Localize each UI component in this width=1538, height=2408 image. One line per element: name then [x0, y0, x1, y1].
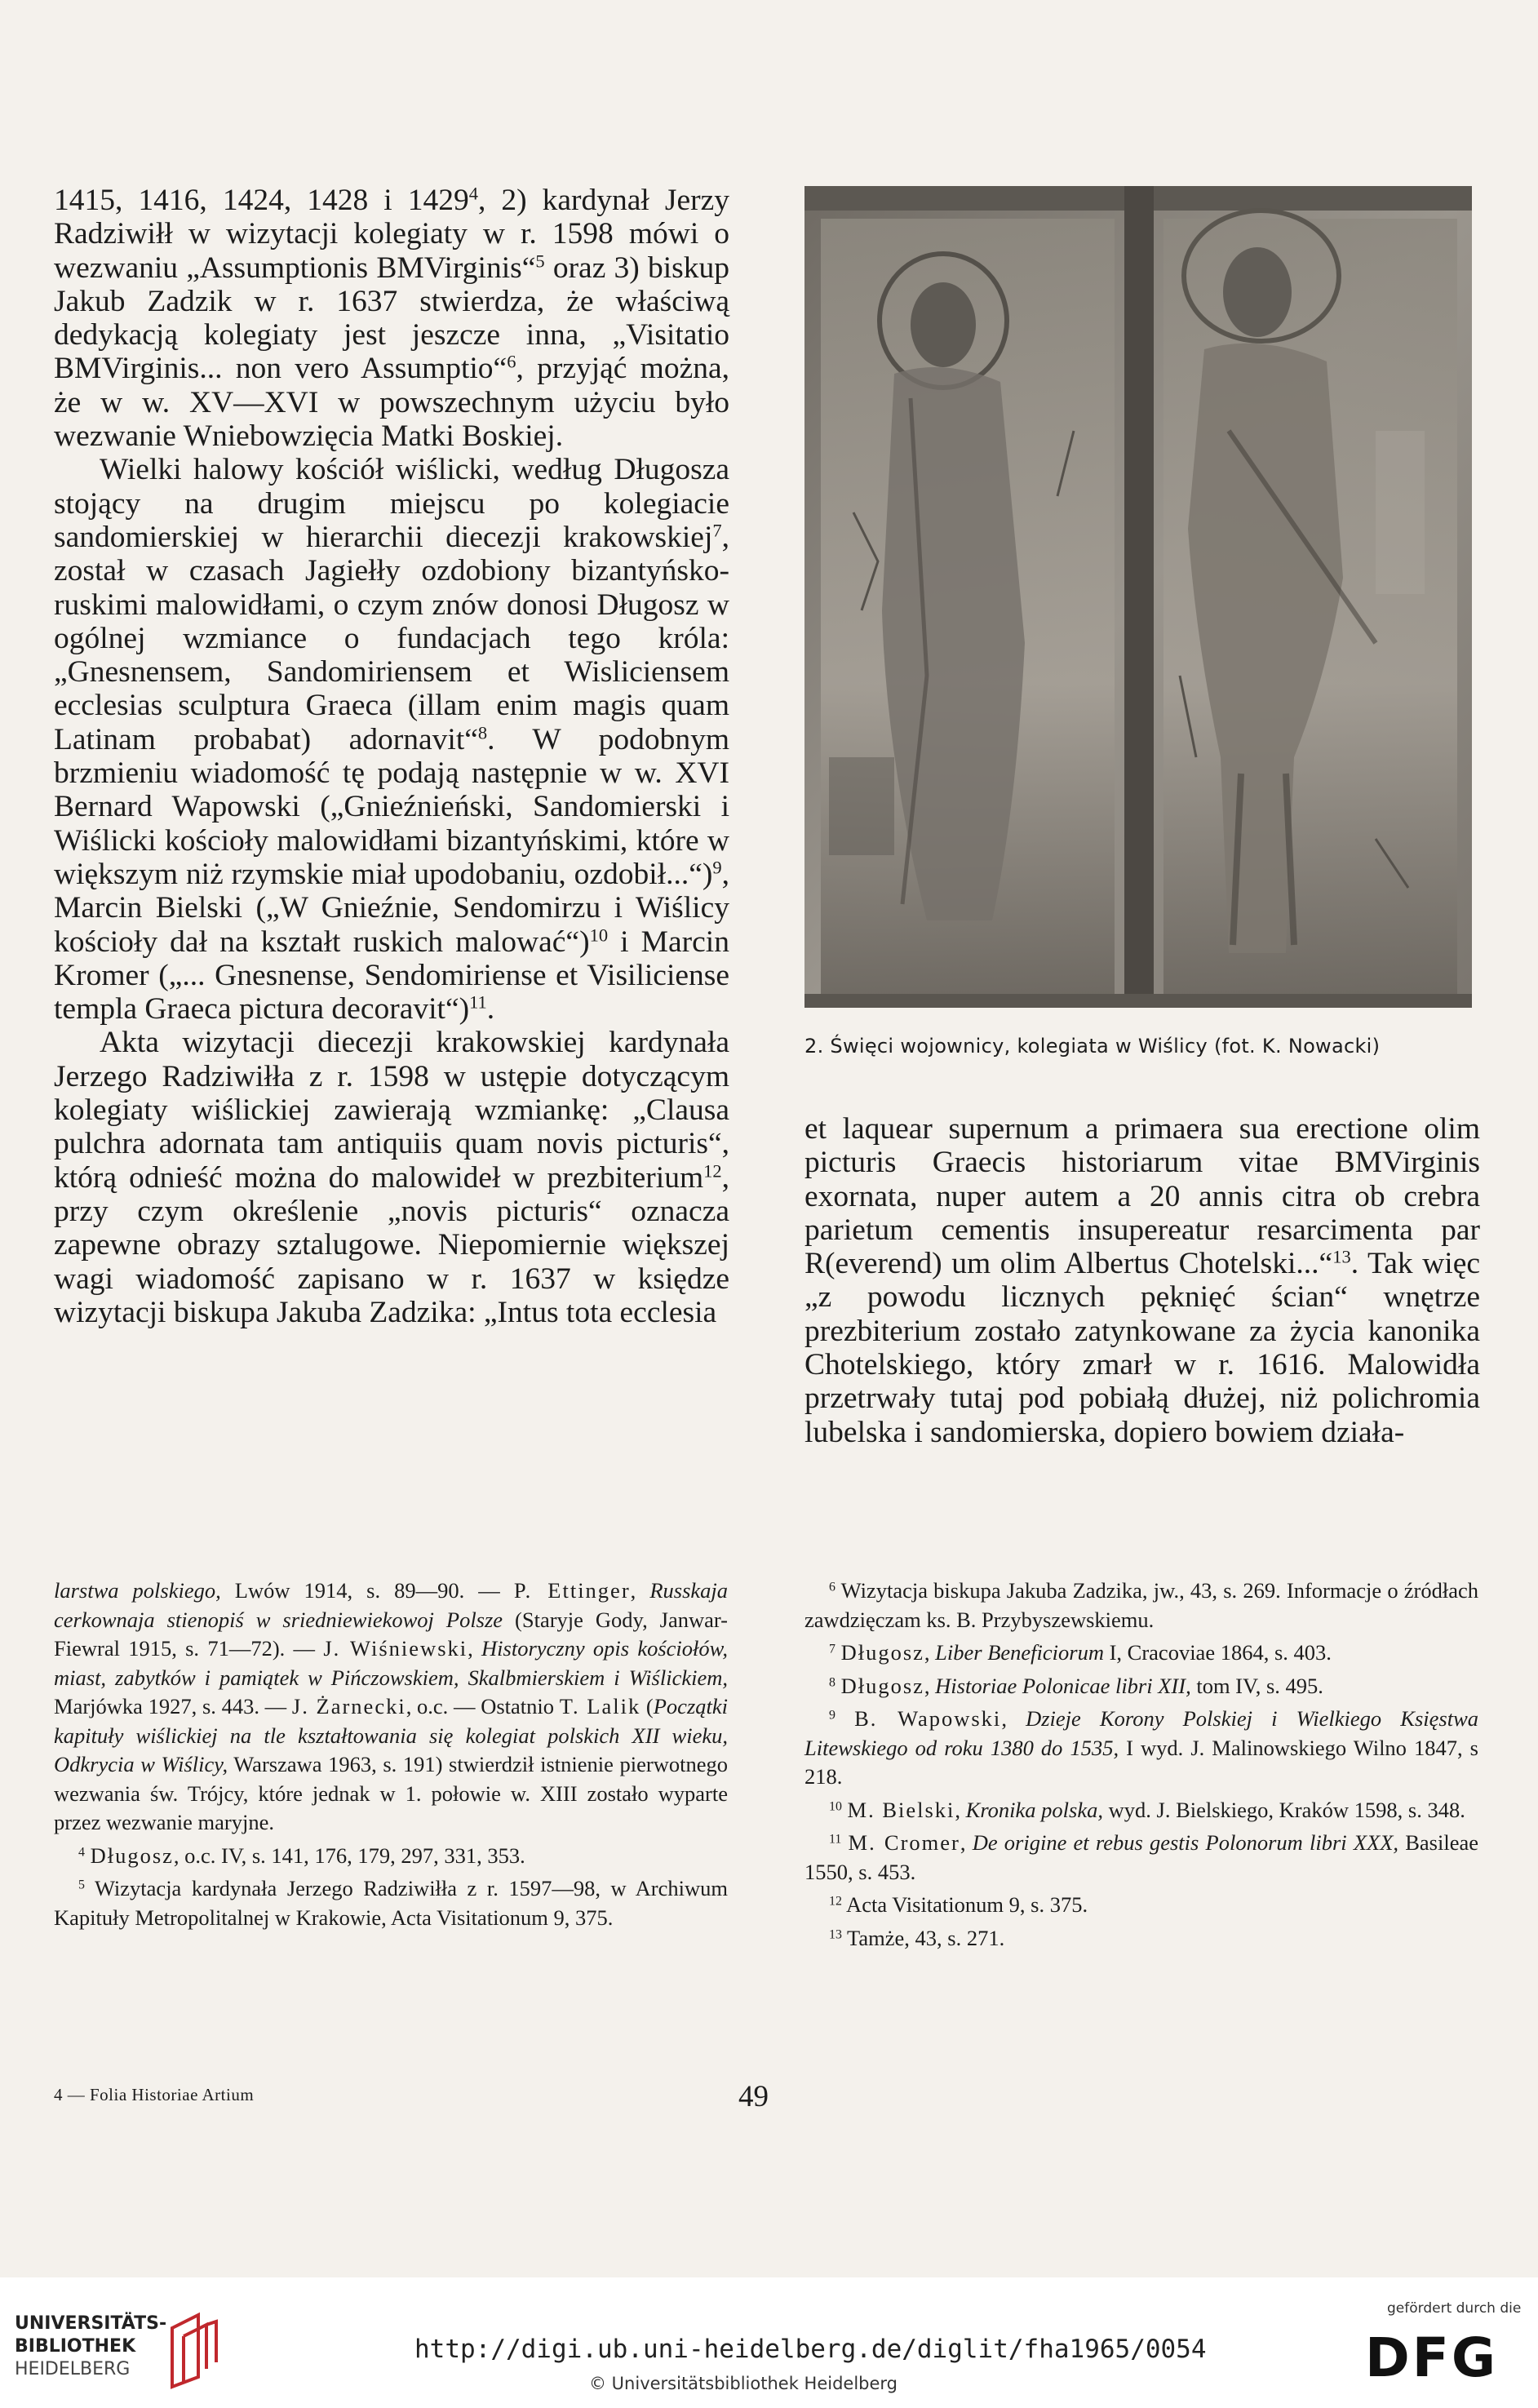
viewer-footer: [0, 2277, 1538, 2408]
footnote: $^7$ Długosz, Liber Beneficiorum I, Cracoviae 1864, s. 403.: [829, 1640, 1332, 1665]
footnote: $^{11}$ M. Cromer, De origine et rebus gestis Polonorum libri XXX, Basileae 1550, s. 453.: [804, 1830, 1478, 1884]
logo-text-line: BIBLIOTHEK: [15, 2336, 136, 2357]
right-text-column: [804, 1112, 1480, 1449]
paragraph: 1415, 1416, 1424, 1428 i 1429$^4$, 2) kardynał Jerzy Radziwiłł w wizytacji kolegiaty w r. 1598 mówi o wezwaniu „Assumptionis BMVirginis“$^5$ oraz 3) biskup Jakub Zadzik w r. 1637 stwierdza, że właściwą dedykacją kolegiaty jest jeszcze inna, „Visitatio BMVirginis... non vero Assumptio“$^6$, przyjąć można, że w w. XV—XVI w powszechnym użyciu było wezwanie Wniebowzięcia Matki Boskiej.: [54, 183, 730, 454]
footnote: $^8$ Długosz, Historiae Polonicae libri XII, tom IV, s. 495.: [829, 1673, 1323, 1698]
fresco-image: [804, 186, 1472, 1008]
footnote: $^4$ Długosz, o.c. IV, s. 141, 176, 179, 297, 331, 353.: [78, 1843, 525, 1868]
document-url-link[interactable]: http://digi.ub.uni-heidelberg.de/diglit/fha1965/0054: [414, 2335, 1207, 2364]
ub-heidelberg-logo[interactable]: [15, 2308, 227, 2390]
sponsor-text: gefördert durch die: [1387, 2300, 1522, 2317]
paragraph: Akta wizytacji diecezji krakowskiej kardynała Jerzego Radziwiłła z r. 1598 w ustępie dotyczącym kolegiaty wiślickiej zawierają wzmiankę: „Clausa pulchra adornata tam antiquiis quam novis picturis“, którą odnieść można do malowideł w prezbiterium$^{12}$, przy czym określenie „novis picturis“ oznacza zapewne obrazy sztalugowe. Niepomiernie większej wagi wiadomość zapisano w r. 1637 w księdze wizytacji biskupa Jakuba Zadzika: „Intus tota ecclesia: [54, 1026, 729, 1329]
footnote: larstwa polskiego, Lwów 1914, s. 89—90. — P. Ettinger, Russkaja cerkownaja stienopiś w sriedniewiekowoj Polsze (Staryje Gody, Janwar-Fiewral 1915, s. 71—72). — J. Wiśniewski, Historyczny opis kościołów, miast, zabytków i pamiątek w Pińczowskiem, Skalbmierskiem i Wiślickiem, Marjówka 1927, s. 443. — J. Żarnecki, o.c. — Ostatnio T. Lalik (Początki kapituły wiślickiej na tle kształtowania się kolegiat polskich XII wieku, Odkrycia w Wiślicy, Warszawa 1963, s. 191) stwierdził istnienie pierwotnego wezwania św. Trójcy, które jednak w 1. połowie w. XIII zostało wyparte przez wezwanie maryjne.: [54, 1578, 728, 1834]
left-text-column: [54, 184, 729, 1329]
copyright-notice: © Universitätsbibliothek Heidelberg: [589, 2374, 898, 2393]
footnotes-left: [54, 1577, 728, 1936]
footnote: $^{10}$ M. Bielski, Kronika polska, wyd. J. Bielskiego, Kraków 1598, s. 348.: [829, 1797, 1465, 1822]
footnote: $^9$ B. Wapowski, Dzieje Korony Polskiej i Wielkiego Księstwa Litewskiego od roku 1380 do 1535, I wyd. J. Malinowskiego Wilno 1847, s 218.: [804, 1706, 1479, 1789]
page-number: 49: [738, 2080, 769, 2113]
fresco-photograph: [804, 186, 1472, 1008]
footnote: $^{13}$ Tamże, 43, s. 271.: [829, 1925, 1005, 1950]
logo-text-line: UNIVERSITÄTS-: [15, 2313, 167, 2334]
logo-text-line: HEIDELBERG: [15, 2359, 131, 2379]
journal-signature: 4 — Folia Historiae Artium: [54, 2085, 255, 2104]
footnote: $^5$ Wizytacja kardynała Jerzego Radziwiłła z r. 1597—98, w Archiwum Kapituły Metropolitalnej w Krakowie, Acta Visitationum 9, 375.: [54, 1876, 728, 1930]
figure-caption: 2. Święci wojownicy, kolegiata w Wiślicy (fot. K. Nowacki): [804, 1035, 1381, 1058]
footnote: $^{12}$ Acta Visitationum 9, s. 375.: [829, 1892, 1088, 1917]
paragraph: Wielki halowy kościół wiślicki, według Długosza stojący na drugim miejscu po kolegiacie sandomierskiej w hierarchii diecezji krakowskiej$^7$, został w czasach Jagiełły ozdobiony bizantyńsko-ruskimi malowidłami, o czym znów donosi Długosz w ogólnej wzmiance o fundacjach tego króla: „Gnesnensem, Sandomiriensem et Wisliciensem ecclesias sculptura Graeca (illam enim magis quam Latinam probabat) adornavit“$^8$. W podobnym brzmieniu wiadomość tę podają następnie w w. XVI Bernard Wapowski („Gnieźnieński, Sandomierski i Wiślicki kościoły malowidłami bizantyńskimi, które w większym niż rzymskie miał upodobaniu, ozdobił...“)$^9$, Marcin Bielski („W Gnieźnie, Sendomirzu i Wiślicy kościoły dał na kształt ruskich malować“)$^{10}$ i Marcin Kromer („... Gnesnense, Sendomiriense et Visiliciense templa Graeca pictura decoravit“)$^{11}$.: [54, 453, 729, 1027]
dfg-logo[interactable]: DFG: [1365, 2326, 1499, 2389]
footnote: $^6$ Wizytacja biskupa Jakuba Zadzika, jw., 43, s. 269. Informacje o źródłach zawdzięczam ks. B. Przybyszewskiemu.: [804, 1578, 1478, 1632]
footnotes-right: [804, 1577, 1478, 1957]
library-emblem-icon: [166, 2312, 223, 2390]
paragraph: et laquear supernum a primaera sua erectione olim picturis Graecis historiarum vitae BMVirginis exornata, nuper autem a 20 annis citra ob crebra parietum cementis insupereatur resarcimenta par R(everend) um olim Albertus Chotelski...“$^{13}$. Tak więc „z powodu licznych pęknięć ścian“ wnętrze prezbiterium zostało zatynkowane za życia kanonika Chotelskiego, który zmarł w r. 1616. Malowidła przetrwały tutaj pod pobiałą dłużej, niż polichromia lubelska i sandomierska, dopiero bowiem działa-: [804, 1112, 1481, 1449]
